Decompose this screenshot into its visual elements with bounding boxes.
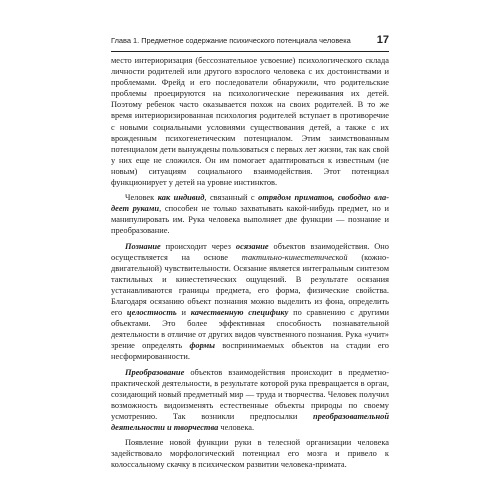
body-text xyxy=(111,55,389,470)
text-run: происходит через xyxy=(160,241,236,251)
text-run: человека. xyxy=(218,423,255,432)
page-number: 17 xyxy=(376,34,389,46)
emphasis-term: Преобразование xyxy=(125,367,185,377)
text-run: объектов взаимодействия происходит в предметнопрактической деятельности, в результате которой рука превращается в орган, созидающий новый предметный мир — труда и творчества. Человек получил возможность видоизменять естественные объекты природы по своему усмотрению. Так возникли предпосылки xyxy=(111,367,389,421)
text-run: и xyxy=(176,308,191,318)
text-run: воспринимаемых объектов на стадии его несформированности. xyxy=(111,341,389,362)
text-run: Появление новой функции руки в телесной организации человека задействовало морфологический потенциал его мозга и привело к колоссальному скачку в психическом развитии человека-примата. xyxy=(111,438,389,470)
paragraph xyxy=(111,55,389,188)
text-run: (кожнодвигательной) чувствительности. Осязание является интегральным синтезом тактильных и кинестетических ощущений. В результате осязания устанавливаются границы предмета, его форма, физические свойства. Благодаря осязанию объект познания можно выделить из фона, определить его xyxy=(111,252,389,318)
emphasis-term: преобразовательной деятельности и творчества xyxy=(111,411,389,432)
chapter-title: Глава 1. Предметное содержание психического потенциала человека xyxy=(111,35,351,45)
text-run: по сравнению с другими объектами. Это более эффективная способность познавательной деятельности в отличие от других видов чувственного познания. Рука «учит» зрение определять xyxy=(111,308,389,351)
paragraph xyxy=(111,241,389,363)
paragraph xyxy=(111,192,389,236)
paragraph xyxy=(111,367,389,434)
emphasis-term: как индивид xyxy=(157,193,205,203)
emphasis-term: целостность xyxy=(126,308,177,318)
running-header xyxy=(111,29,389,52)
emphasis-term: тактильно-кинестетической xyxy=(241,252,348,262)
emphasis-term: качественную специфику xyxy=(190,308,289,318)
text-run: Человек xyxy=(125,193,158,203)
emphasis-term: формы xyxy=(189,341,215,351)
text-run: , способен не только захватывать какой-нибудь предмет, но и манипулировать им. Рука человека выполняет две функции — познание и преобразование. xyxy=(111,204,390,236)
emphasis-term: отрядом приматов, свободно владеет руками xyxy=(111,193,390,214)
text-run: место интериоризация (бессознательное усвоение) психологического склада личности родителей или другого взрослого человека с их достоинствами и проблемами. Фрейд и его последователи обнаружили, что родительские проблемы проецируются на психологические переживания их детей. Поэтому ребенок часто оказывается похож на своих родителей. В то же время интериоризированная психология родителей вступает в противоречие с новыми социальными условиями существования детей, а также с их врожденным психогенетическим потенциалом. Этим заимствованным потенциалом дети вынуждены пользоваться с первых лет жизни, так как свой у них еще не сложился. Он им помогает адаптироваться к известным (не новым) ситуациям социального взаимодействия. Этот потенциал функционирует у детей на уровне инстинктов. xyxy=(111,56,389,188)
emphasis-term: осязание xyxy=(235,241,269,251)
paragraph xyxy=(111,437,389,470)
text-run: , связанный с xyxy=(204,193,259,203)
text-run: объектов взаимодействия. Оно осуществляется на основе xyxy=(111,241,389,262)
emphasis-term: Познание xyxy=(125,241,161,251)
